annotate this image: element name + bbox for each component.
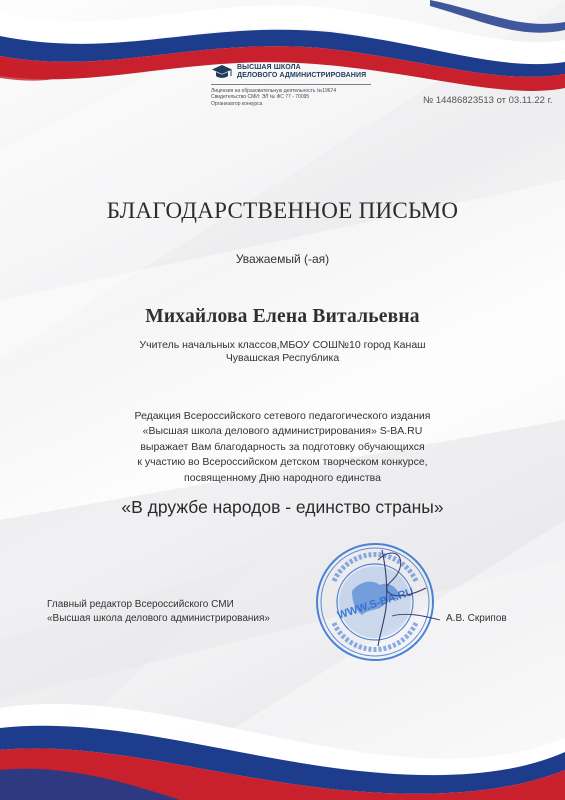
body-line: «Высшая школа делового администрирования» S-BA.RU	[142, 425, 423, 438]
letter-body	[0, 409, 565, 486]
signatory-line-1: Главный редактор Всероссийского СМИ	[47, 599, 234, 610]
graduation-cap-icon	[211, 64, 233, 80]
logo-divider	[211, 84, 371, 85]
position-line: Учитель начальных классов,МБОУ СОШ№10 город Канаш	[139, 339, 426, 351]
signatory-title	[47, 598, 270, 626]
recipient-name: Михайлова Елена Витальевна	[145, 306, 420, 327]
license-line: Лицензия на образовательную деятельность №19674	[211, 88, 337, 94]
logo-line-1: ВЫСШАЯ ШКОЛА	[237, 64, 301, 71]
organizer-line: Организатор конкурса	[211, 100, 263, 107]
handwritten-signature	[352, 538, 452, 658]
signatory-line-2: «Высшая школа делового администрирования»	[47, 613, 270, 624]
logo-line-2: ДЕЛОВОГО АДМИНИСТРИРОВАНИЯ	[237, 72, 367, 79]
body-line: посвященному Дню народного единства	[184, 471, 381, 484]
signatory-name: А.В. Скрипов	[446, 613, 507, 624]
body-line: выражает Вам благодарность за подготовку обучающихся	[140, 440, 425, 453]
organization-logo	[211, 64, 411, 107]
salutation: Уважаемый (-ая)	[235, 252, 330, 266]
contest-title: «В дружбе народов - единство страны»	[121, 497, 444, 517]
body-line: Редакция Всероссийского сетевого педагогического издания	[134, 410, 431, 422]
media-certificate-line: Свидетельство СМИ: ЭЛ № ФС 77 - 70095	[211, 94, 310, 101]
stamp-text: WWW.S-BA.RU	[335, 585, 416, 622]
region-line: Чувашская Республика	[225, 351, 340, 364]
body-line: к участию во Всероссийском детском творческом конкурсе,	[137, 456, 428, 469]
recipient-position	[0, 339, 565, 364]
document-number: № 14486823513 от 03.11.22 г.	[423, 95, 553, 106]
document-title: БЛАГОДАРСТВЕННОЕ ПИСЬМО	[106, 198, 459, 223]
